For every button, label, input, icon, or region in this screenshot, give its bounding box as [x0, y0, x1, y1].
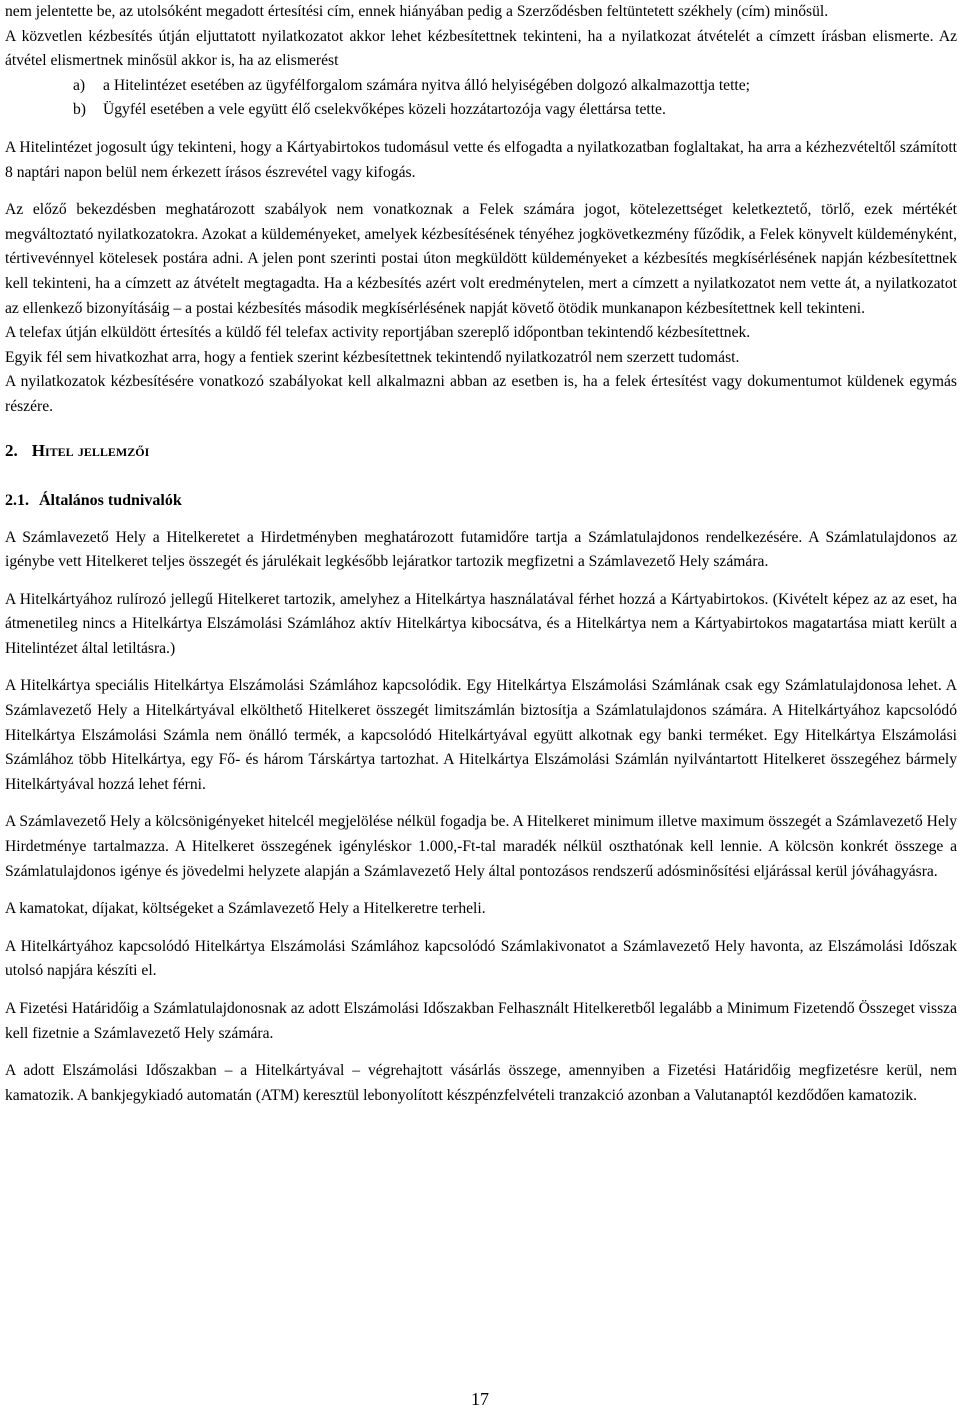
paragraph: A telefax útján elküldött értesítés a küldő fél telefax activity reportjában szereplő időpontban tekintendő kézbesítettnek. — [5, 324, 751, 342]
subsection-number: 2.1. — [5, 491, 29, 509]
document-page — [5, 0, 957, 1108]
paragraph: A Számlavezető Hely a kölcsönigényeket hitelcél megjelölése nélkül fogadja be. A Hitelkeret minimum illetve maximum összegét a Számlavezető Hely Hirdetménye tartalmazza. A Hitelkeret összegének igényléskor 1.000,-Ft-tal maradék nélkül oszthatónak kell lennie. A kölcsön konkrét összege a Számlatulajdonos igénye és jövedelmi helyzete alapján a Számlavezető Hely által pontozásos rendszerű adósminősítési eljárással kerül jóváhagyásra. — [5, 813, 957, 880]
paragraph: A Hitelkártyához kapcsolódó Hitelkártya Elszámolási Számlához kapcsolódó Számlakivonatot a Számlavezető Hely havonta, az Elszámolási Időszak utolsó napjára készíti el. — [5, 937, 957, 980]
list-item-label: a) — [73, 76, 86, 94]
subsection-heading — [5, 488, 957, 513]
subsection-title: Általános tudnivalók — [39, 491, 182, 509]
section-heading — [5, 438, 957, 464]
list-item — [73, 98, 957, 123]
list-item — [73, 74, 957, 99]
paragraph: A kamatokat, díjakat, költségeket a Számlavezető Hely a Hitelkeretre terheli. — [5, 900, 486, 918]
paragraph: A Hitelkártya speciális Hitelkártya Elszámolási Számlához kapcsolódik. Egy Hitelkártya Elszámolási Számlának csak egy Számlatulajdonosa lehet. A Számlavezető Hely a Hitelkártyával elkölthető Hitelkeret összegét limitszámlán biztosítja a Számlatulajdonos számára. A Hitelkártyához kapcsolódó Hitelkártya Elszámolási Számla nem önálló termék, a kapcsolódó Hitelkártyával együtt alkotnak egy banki terméket. Egy Hitelkártya Elszámolási Számlához több Hitelkártya, egy Fő- és három Társkártya tartozhat. A Hitelkártya Elszámolási Számlán nyilvántartott Hitelkeret összegéhez bármely Hitelkártyával hozzá lehet férni. — [5, 677, 957, 793]
section-number: 2. — [5, 440, 18, 460]
list-item-text: Ügyfél esetében a vele együtt élő cselekvőképes közeli hozzátartozója vagy élettársa tette. — [103, 101, 666, 119]
paragraph: A Fizetési Határidőig a Számlatulajdonosnak az adott Elszámolási Időszakban Felhasznált Hitelkeretből legalább a Minimum Fizetendő Összeget vissza kell fizetnie a Számlavezető Hely számára. — [5, 1000, 957, 1042]
paragraph: A Számlavezető Hely a Hitelkeretet a Hirdetményben meghatározott futamidőre tartja a Számlatulajdonos rendelkezésére. A Számlatulajdonos az igénybe vett Hitelkeret teljes összegét és járulékait legkésőbb lejáratkor tartozik megfizetni a Számlavezető Hely számára. — [5, 528, 957, 571]
paragraph: Egyik fél sem hivatkozhat arra, hogy a fentiek szerint kézbesítettnek tekintendő nyilatkozatról nem szerzett tudomást. — [5, 348, 740, 366]
paragraph: Az előző bekezdésben meghatározott szabályok nem vonatkoznak a Felek számára jogot, kötelezettséget keletkeztető, törlő, ezek mértékét megváltoztató nyilatkozatokra. Azokat a küldeményeket, amelyek kézbesítésének tényéhez jogkövetkezmény fűződik, a Felek könyvelt küldeményként, tértivevénnyel kötelesek postára adni. A jelen pont szerinti postai úton megküldött küldeményeket a kézbesítés megkísérlésének napján kézbesítettnek kell tekinteni, ha a címzett az átvételt megtagadta. Ha a kézbesítés azért volt eredménytelen, mert a címzett a nyilatkozatot nem vette át, a nyilatkozatot az ellenkező bizonyításáig – a postai kézbesítés második megkísérlésének napját követő ötödik munkanapon kézbesítettnek kell tekinteni. — [5, 201, 957, 317]
paragraph: A Hitelkártyához rulírozó jellegű Hitelkeret tartozik, amelyhez a Hitelkártya használatával férhet hozzá a Kártyabirtokos. (Kivételt képez az az eset, ha átmenetileg nincs a Hitelkártya Elszámolási Számlához aktív Hitelkártya kibocsátva, és a Hitelkártya nem a Kártyabirtokos magatartása miatt került a Hitelintézet által letiltásra.) — [5, 590, 957, 657]
list-item-label: b) — [73, 101, 86, 119]
list-item-text: a Hitelintézet esetében az ügyfélforgalom számára nyitva álló helyiségében dolgozó alkalmazottja tette; — [103, 76, 751, 94]
page-number: 17 — [471, 1389, 489, 1409]
list — [73, 74, 957, 123]
paragraph: A adott Elszámolási Időszakban – a Hitelkártyával – végrehajtott vásárlás összege, amennyiben a Fizetési Határidőig megfizetésre kerül, nem kamatozik. A bankjegykiadó automatán (ATM) keresztül lebonyolított készpénzfelvételi tranzakció azonban a Valutanaptól kezdődően kamatozik. — [5, 1062, 957, 1104]
paragraph: A Hitelintézet jogosult úgy tekinteni, hogy a Kártyabirtokos tudomásul vette és elfogadta a nyilatkozatban foglaltakat, ha arra a kézhezvételtől számított 8 naptári napon belül nem érkezett írásos észrevétel vagy kifogás. — [5, 138, 957, 181]
paragraph: nem jelentette be, az utolsóként megadott értesítési cím, ennek hiányában pedig a Szerződésben feltüntetett székhely (cím) minősül. — [5, 3, 829, 20]
paragraph: A nyilatkozatok kézbesítésére vonatkozó szabályokat kell alkalmazni abban az esetben is, ha a felek értesítést vagy dokumentumot küldenek egymás részére. — [5, 373, 957, 415]
paragraph: A közvetlen kézbesítés útján eljuttatott nyilatkozatot akkor lehet kézbesítettnek tekinteni, ha a nyilatkozat átvételét a címzett írásban elismerte. Az átvétel elismertnek minősül akkor is, ha az elismerést — [5, 27, 957, 70]
section-title: Hitel jellemzői — [31, 440, 150, 460]
